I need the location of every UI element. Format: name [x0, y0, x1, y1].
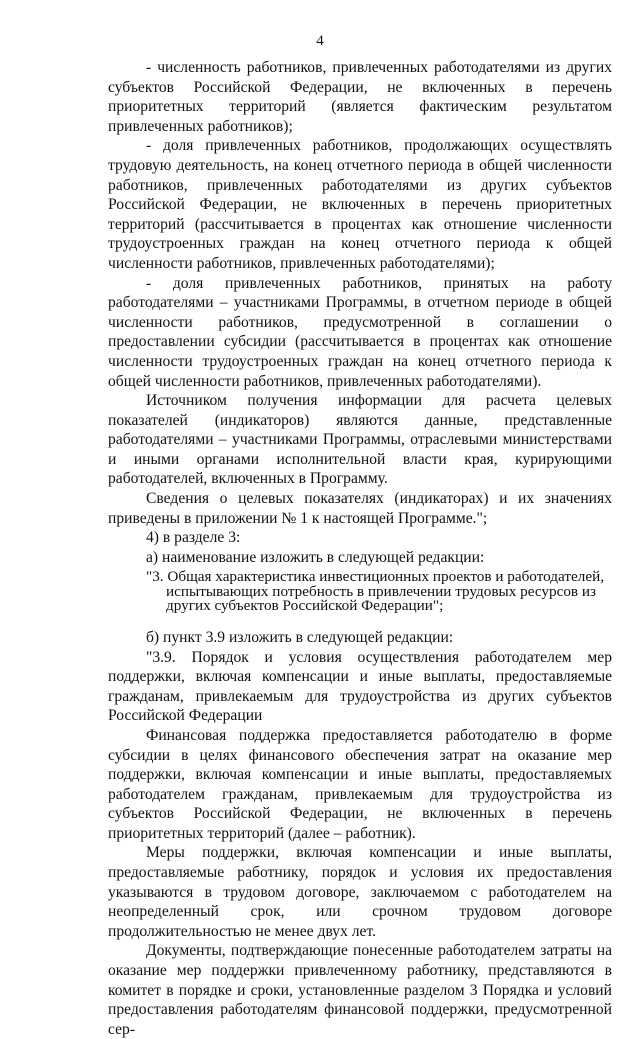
- paragraph: - численность работников, привлеченных работодателями из других субъектов Российской Федерации, не включенных в перечень приоритетных территорий (является фактическим результатом привлеченных работников);: [108, 59, 612, 135]
- paragraph: Документы, подтверждающие понесенные работодателем затраты на оказание мер поддержки привлеченному работнику, представляются в комитет в порядке и сроки, установленные разделом 3 Порядка и условий предоставления работодателям финансовой поддержки, предусмотренной сер-: [108, 942, 612, 1038]
- paragraph: Источником получения информации для расчета целевых показателей (индикаторов) являются данные, представленные работодателями – участниками Программы, отраслевыми министерствами и иными органами исполнительной власти края, курирующими работодателей, включенных в Программу.: [108, 392, 612, 488]
- paragraph: а) наименование изложить в следующей редакции:: [146, 548, 485, 566]
- section-heading-line: других субъектов Российской Федерации";: [166, 597, 444, 615]
- paragraph: "3.9. Порядок и условия осуществления работодателем мер поддержки, включая компенсации и иные выплаты, предоставляемые гражданам, привлекаемым для трудоустройства из других субъектов Российской Федерации: [108, 648, 612, 725]
- paragraph: 4) в разделе 3:: [146, 529, 241, 547]
- paragraph: - доля привлеченных работников, принятых на работу работодателями – участниками Программы, в отчетном периоде в общей численности работников, предусмотренной в соглашении о предоставлении субсидии (рассчитывается в процентах как отношение численности трудоустроенных граждан на конец отчетного периода к общей численности работников, привлеченных работодателями).: [108, 274, 612, 390]
- section-heading-line: испытывающих потребность в привлечении трудовых ресурсов из: [166, 582, 597, 600]
- section-heading-line: "3. Общая характеристика инвестиционных проектов и работодателей,: [146, 568, 604, 586]
- paragraph: - доля привлеченных работников, продолжающих осуществлять трудовую деятельность, на конец отчетного периода в общей численности работников, привлеченных работодателями из других субъектов Российской Федерации, не включенных в перечень приоритетных территорий (рассчитывается в процентах как отношение численности трудоустроенных граждан на конец отчетного периода к общей численности работников, привлеченных работодателями);: [108, 137, 612, 272]
- paragraph: Сведения о целевых показателях (индикаторах) и их значениях приведены в приложении № 1 к настоящей Программе.";: [108, 490, 612, 527]
- paragraph: Меры поддержки, включая компенсации и иные выплаты, предоставляемые работнику, порядок и условия их предоставления указываются в трудовом договоре, заключаемом с работодателем на неопределенный срок, или срочном трудовом договоре продолжительностью не менее двух лет.: [108, 844, 612, 940]
- section-heading: [146, 570, 612, 614]
- paragraph: б) пункт 3.9 изложить в следующей редакции:: [146, 628, 454, 646]
- document-body: [108, 58, 612, 1039]
- paragraph: Финансовая поддержка предоставляется работодателю в форме субсидии в целях финансового обеспечения затрат на оказание мер поддержки, включая компенсации и иные выплаты, предоставляемых работодателем гражданам, привлекаемым для трудоустройства из субъектов Российской Федерации, не включенных в перечень приоритетных территорий (далее – работник).: [108, 726, 612, 842]
- page-number: 4: [316, 33, 324, 49]
